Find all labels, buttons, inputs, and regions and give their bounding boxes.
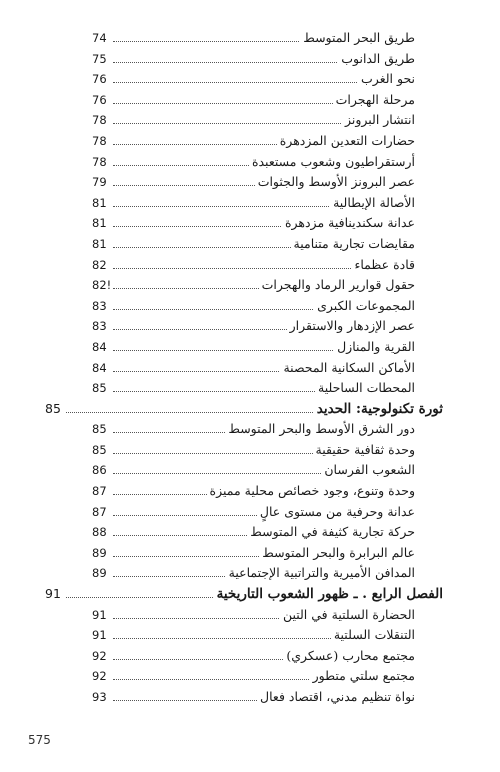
toc-entry-page: 75 bbox=[92, 51, 107, 66]
toc-entry-page: 76 bbox=[92, 72, 107, 87]
toc-entry-title: ثورة تكنولوجية: الحديد bbox=[314, 399, 443, 420]
toc-row bbox=[0, 234, 500, 255]
toc-row bbox=[0, 213, 500, 234]
toc-row bbox=[0, 481, 500, 502]
toc-entry-page: 81 bbox=[92, 236, 107, 251]
toc-entry-title: المحطات الساحلية bbox=[315, 378, 415, 399]
toc-entry-title: التنقلات السلتية bbox=[331, 625, 415, 646]
toc-entry-title: مقايضات تجارية متنامية bbox=[291, 234, 415, 255]
toc-row bbox=[0, 358, 500, 379]
toc-entry-page: 89 bbox=[92, 566, 107, 581]
toc-chapter-row bbox=[0, 584, 500, 605]
toc-row bbox=[0, 110, 500, 131]
toc-row bbox=[0, 666, 500, 687]
toc-entry-page: 87 bbox=[92, 504, 107, 519]
toc-row bbox=[0, 337, 500, 358]
toc-entry-page: 78 bbox=[92, 154, 107, 169]
toc-entry-page: 82 bbox=[92, 257, 107, 272]
page-number: 575 bbox=[28, 733, 51, 747]
toc-entry-title: الأماكن السكانية المحصنة bbox=[280, 358, 415, 379]
toc-entry-title: عدانة سكندينافية مزدهرة bbox=[282, 213, 415, 234]
toc-row bbox=[0, 275, 500, 296]
toc-entry-page: 85 bbox=[92, 442, 107, 457]
toc-entry-title: الفصل الرابع . ـ ظهور الشعوب التاريخية bbox=[214, 584, 443, 605]
toc-row bbox=[0, 131, 500, 152]
toc-entry-title: نحو الغرب bbox=[358, 69, 415, 90]
toc-row bbox=[0, 316, 500, 337]
toc-entry-title: عصر الإزدهار والاستقرار bbox=[287, 316, 415, 337]
toc-entry-page: 85 bbox=[92, 422, 107, 437]
toc-row bbox=[0, 419, 500, 440]
toc-row bbox=[0, 296, 500, 317]
toc-entry-title: القرية والمنازل bbox=[334, 337, 415, 358]
toc-row bbox=[0, 563, 500, 584]
toc-row bbox=[0, 193, 500, 214]
toc-entry-page: 83 bbox=[92, 298, 107, 313]
toc-row bbox=[0, 522, 500, 543]
toc-row bbox=[0, 255, 500, 276]
toc-row bbox=[0, 28, 500, 49]
toc-row bbox=[0, 152, 500, 173]
toc-entry-page: 93 bbox=[92, 690, 107, 704]
toc-entry-page: 81 bbox=[92, 216, 107, 231]
toc-entry-title: عصر البرونز الأوسط والجثوات bbox=[255, 172, 415, 193]
toc-entry-page: 92 bbox=[92, 648, 107, 663]
toc-entry-page: 84 bbox=[92, 360, 107, 375]
toc-entry-page: 86 bbox=[92, 463, 107, 478]
toc-row bbox=[0, 687, 500, 708]
toc-entry-title: وحدة وتنوع، وجود خصائص محلية مميزة bbox=[207, 481, 415, 502]
toc-entry-page: 78 bbox=[92, 133, 107, 148]
toc-entry-title: حضارات التعدين المزدهرة bbox=[277, 131, 415, 152]
toc-entry-title: أرستقراطيون وشعوب مستعبدة bbox=[249, 152, 415, 173]
toc-entry-title: الحضارة السلتية في التين bbox=[280, 605, 415, 626]
toc-entry-title: حركة تجارية كثيفة في المتوسط bbox=[247, 522, 415, 543]
toc-row bbox=[0, 460, 500, 481]
toc-entry-page: 81 bbox=[92, 195, 107, 210]
toc-row bbox=[0, 378, 500, 399]
toc-entry-page: 85 bbox=[45, 400, 61, 416]
toc-entry-title: الشعوب الفرسان bbox=[321, 460, 415, 481]
toc-entry-page: 78 bbox=[92, 113, 107, 128]
toc-row bbox=[0, 440, 500, 461]
toc-entry-title: طريق البحر المتوسط bbox=[300, 28, 415, 49]
toc-entry-page: 84 bbox=[92, 339, 107, 354]
toc-row bbox=[0, 605, 500, 626]
toc-entry-page: 85 bbox=[92, 381, 107, 396]
toc-row bbox=[0, 49, 500, 70]
toc-entry-page: 82! bbox=[92, 278, 112, 293]
toc-entry-page: 92 bbox=[92, 669, 107, 684]
toc-entry-title: عالم البرابرة والبحر المتوسط bbox=[259, 543, 415, 564]
toc-row bbox=[0, 543, 500, 564]
toc-entry-title: المجموعات الكبرى bbox=[314, 296, 415, 317]
toc-entry-title: مرحلة الهجرات bbox=[333, 90, 415, 111]
toc-entry-page: 79 bbox=[92, 175, 107, 190]
toc-entry-title: انتشار البرونز bbox=[342, 110, 415, 131]
toc-entry-title: نواة تنظيم مدني، اقتصاد فعال bbox=[257, 687, 415, 708]
toc-entry-page: 83 bbox=[92, 319, 107, 334]
toc-entry-title: المدافن الأميرية والتراتبية الإجتماعية bbox=[226, 563, 415, 584]
toc-row bbox=[0, 90, 500, 111]
toc-entry-page: 89 bbox=[92, 545, 107, 560]
toc-entry-title: دور الشرق الأوسط والبحر المتوسط bbox=[225, 419, 415, 440]
toc-entry-page: 91 bbox=[92, 628, 107, 643]
toc-entry-page: 76 bbox=[92, 92, 107, 107]
toc-entry-page: 74 bbox=[92, 31, 107, 45]
toc-row bbox=[0, 69, 500, 90]
toc-entry-title: حقول قوارير الرماد والهجرات bbox=[259, 275, 415, 296]
toc-row bbox=[0, 502, 500, 523]
toc-entry-page: 91 bbox=[45, 586, 61, 602]
toc-entry-title: قادة عظماء bbox=[352, 255, 416, 276]
toc-row bbox=[0, 625, 500, 646]
toc-row bbox=[0, 172, 500, 193]
toc-entry-page: 88 bbox=[92, 525, 107, 540]
toc-entry-title: طريق الدانوب bbox=[338, 49, 415, 70]
toc-chapter-row bbox=[0, 399, 500, 420]
toc-entry-title: الأصالة الإيطالية bbox=[330, 193, 415, 214]
toc-row bbox=[0, 646, 500, 667]
table-of-contents bbox=[0, 28, 500, 708]
toc-entry-title: وحدة ثقافية حقيقية bbox=[313, 440, 416, 461]
toc-entry-title: مجتمع سلتي متطور bbox=[310, 666, 415, 687]
toc-entry-page: 87 bbox=[92, 484, 107, 499]
toc-entry-title: مجتمع محارب (عسكري) bbox=[283, 646, 415, 667]
toc-entry-title: عدانة وحرفية من مستوى عالٍ bbox=[257, 502, 415, 523]
toc-entry-page: 91 bbox=[92, 607, 107, 622]
